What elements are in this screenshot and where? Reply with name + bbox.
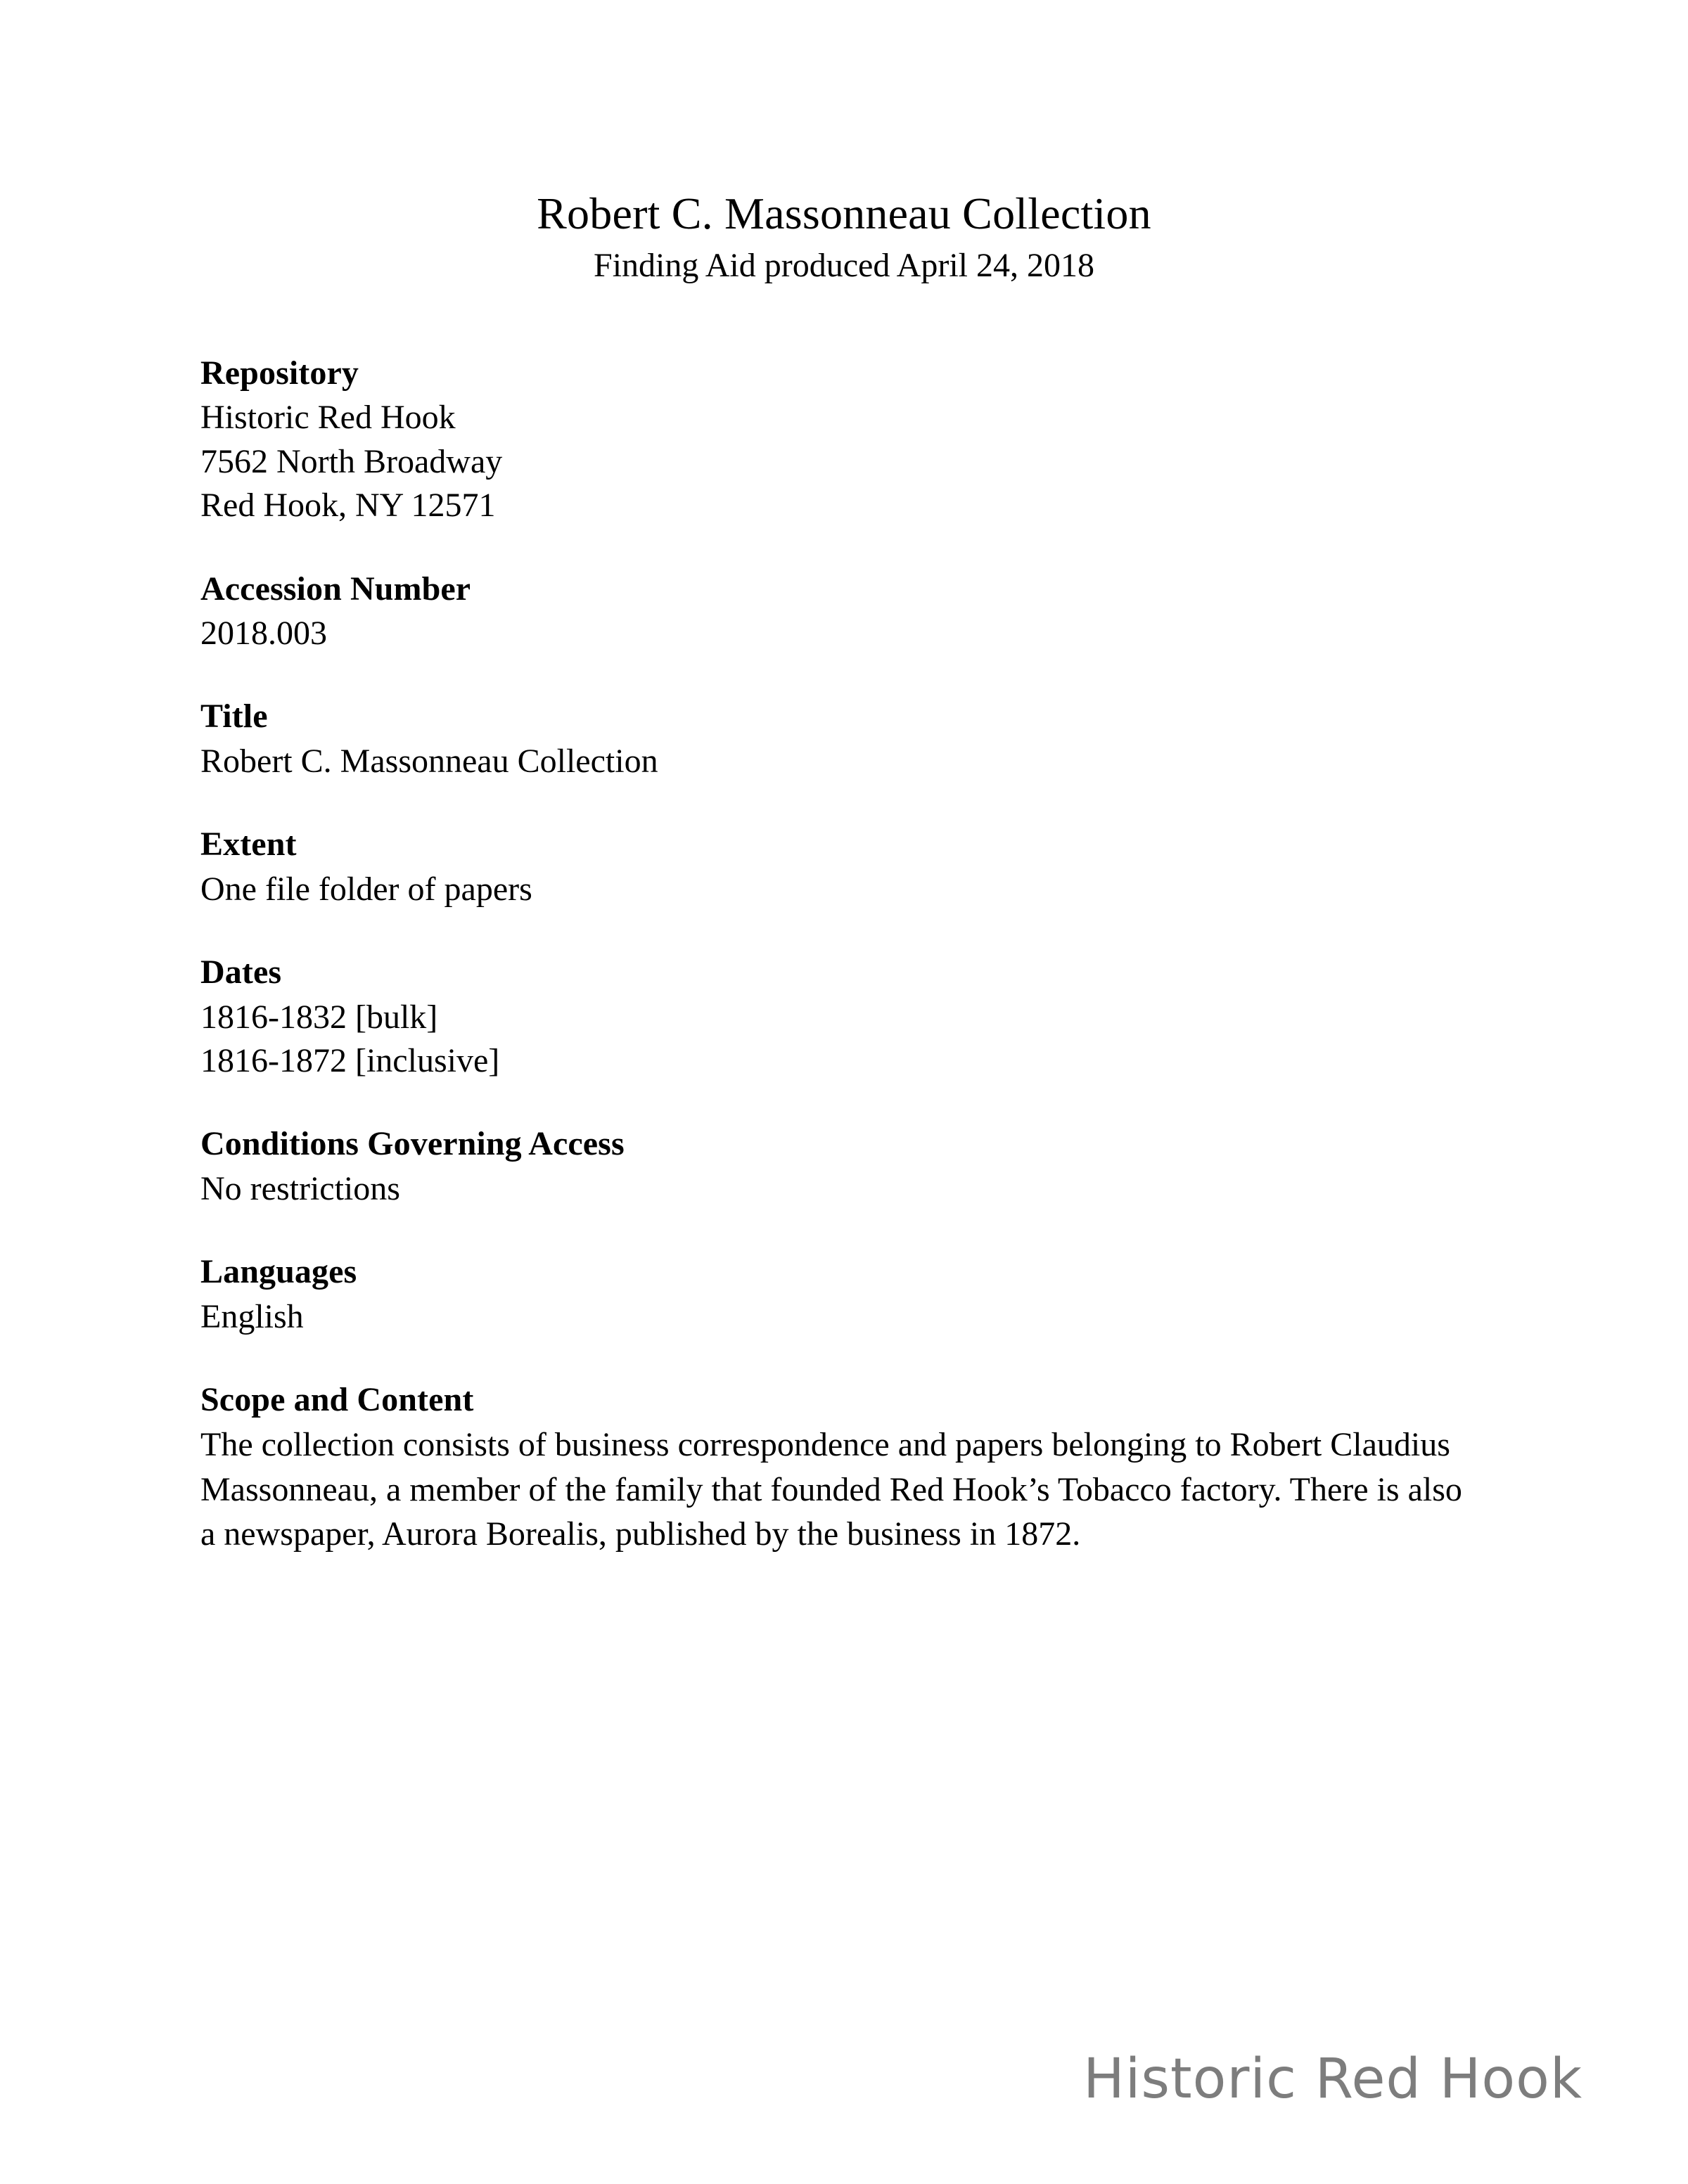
section-heading-extent: Extent — [200, 826, 297, 863]
section-heading-conditions-governing-access: Conditions Governing Access — [200, 1125, 625, 1163]
repository-street: 7562 North Broadway — [200, 442, 503, 480]
conditions-governing-access-value: No restrictions — [200, 1169, 400, 1207]
section-heading-dates: Dates — [200, 953, 282, 991]
accession-number-value: 2018.003 — [200, 615, 327, 653]
dates-inclusive: 1816-1872 [inclusive] — [200, 1041, 500, 1079]
section-heading-languages: Languages — [200, 1253, 357, 1291]
historic-red-hook-logo: Historic Red Hook — [1083, 2048, 1582, 2111]
document-subtitle: Finding Aid produced April 24, 2018 — [594, 246, 1094, 284]
section-conditions-governing-access — [200, 1122, 1477, 1211]
repository-city-state-zip: Red Hook, NY 12571 — [200, 487, 496, 525]
section-heading-scope-and-content: Scope and Content — [200, 1380, 474, 1418]
document-title-block — [0, 188, 1688, 285]
page-title: Robert C. Massonneau Collection — [537, 188, 1151, 238]
section-heading-repository: Repository — [200, 354, 359, 392]
section-heading-title: Title — [200, 698, 268, 736]
section-title — [200, 695, 1477, 783]
finding-aid-sections — [200, 352, 1477, 1556]
collection-title-value: Robert C. Massonneau Collection — [200, 742, 658, 780]
section-accession-number — [200, 567, 1477, 656]
dates-bulk: 1816-1832 [bulk] — [200, 998, 438, 1036]
section-extent — [200, 823, 1477, 911]
section-languages — [200, 1250, 1477, 1339]
extent-value: One file folder of papers — [200, 870, 532, 908]
scope-and-content-paragraph: The collection consists of business correspondence and papers belonging to Robert Claudius Massonneau, a member of the family that founded Red Hook’s Tobacco factory. There is also a newspaper, Aurora Borealis, published by the business in 1872. — [200, 1426, 1462, 1553]
section-heading-accession-number: Accession Number — [200, 570, 471, 608]
section-scope-and-content — [200, 1378, 1477, 1557]
languages-value: English — [200, 1297, 304, 1335]
section-repository — [200, 352, 1477, 528]
section-dates — [200, 951, 1477, 1083]
repository-name: Historic Red Hook — [200, 399, 456, 437]
